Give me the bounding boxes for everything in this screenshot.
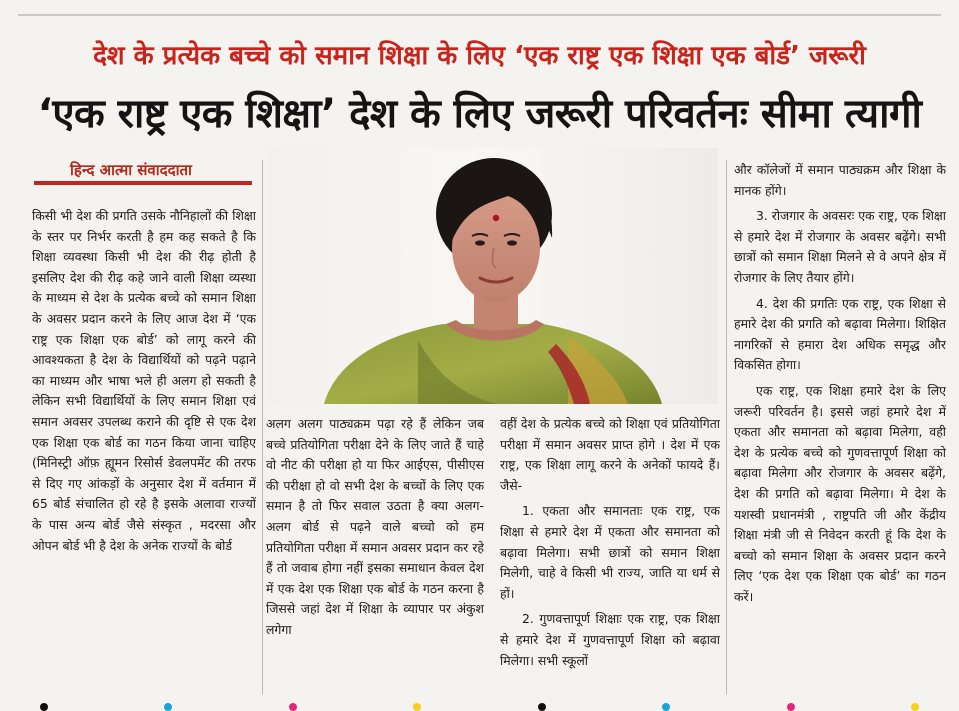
article-column-4 [734,160,946,694]
article-list-item: 1. एकता और समानताः एक राष्ट्र, एक शिक्षा से हमारे देश में एकता और समानता को बढ़ावा मिलेगा। सभी छात्रों को समान शिक्षा मिलेगी, चाहे वे किसी भी राज्य, जाति या धर्म से हों। [500,503,720,601]
article-paragraph: अलग अलग पाठ्यक्रम पढ़ा रहे हैं लेकिन जब बच्चे प्रतियोगिता परीक्षा देने के लिए जाते हैं चाहे वो नीट की परीक्षा हो या फिर आईएस, पीसीएस की परीक्षा हो वो सभी देश के बच्चों के लिए एक समान है तो फिर सवाल उठता है क्या अलग-अलग बोर्ड से पढ़ने वाले बच्चो को हम प्रतियोगिता परीक्षा में समान अवसर प्रदान कर रहे हैं तो जवाब होगा नहीं इसका समाधान केवल देश में एक देश एक शिक्षा एक बोर्ड के गठन करना है जिससे जहां देश में शिक्षा के व्यापार पर अंकुश लगेगा [266,416,484,637]
byline: हिन्द आत्मा संवाददाता [70,161,192,179]
registration-dot [40,703,48,711]
registration-dot [289,703,297,711]
subheadline: देश के प्रत्येक बच्चे को समान शिक्षा के लिए ‘एक राष्ट्र एक शिक्षा एक बोर्ड’ जरूरी [93,41,866,71]
article-paragraph: वहीं देश के प्रत्येक बच्चे को शिक्षा एवं प्रतियोगिता परीक्षा में समान अवसर प्राप्त होगे । देश में एक राष्ट्र, एक शिक्षा लागू करने के अनेकों फायदे हैं। जैसे- [500,416,720,493]
byline-underline [34,181,252,185]
article-list-item: 3. रोजगार के अवसरः एक राष्ट्र, एक शिक्षा से हमारे देश में रोजगार के अवसर बढ़ेंगे। सभी छात्रों को समान शिक्षा मिलने से वे अपने क्षेत्र में रोजगार के लिए तैयार होंगे। [734,208,946,285]
article-paragraph: और कॉलेजों में समान पाठ्यक्रम और शिक्षा के मानक होंगे। [734,162,946,198]
registration-dot [164,703,172,711]
article-column-3 [500,414,720,694]
article-paragraph: एक राष्ट्र, एक शिक्षा हमारे देश के लिए जरूरी परिवर्तन है। इससे जहां हमारे देश में एकता और समानता को बढ़ावा मिलेगा, वही देश के प्रत्येक बच्चे को गुणवत्तापूर्ण शिक्षा को बढ़ावा मिलेगा और रोजगार के अवसर बढ़ेंगे, देश की प्रगति को बढ़ावा मिलेगा। मे देश के यशस्वी प्रधानमंत्री , राष्ट्रपति जी और केंद्रीय शिक्षा मंत्री जी से निवेदन करती हूं कि देश के बच्चो को समान शिक्षा के अवसर प्रदान करने लिए ‘एक देश एक शिक्षा एक बोर्ड’ का गठन करें। [734,382,946,604]
headline: ‘एक राष्ट्र एक शिक्षा’ देश के लिए जरूरी परिवर्तनः सीमा त्यागी [37,91,922,137]
registration-dot [787,703,795,711]
registration-dot [538,703,546,711]
column-divider [726,160,727,694]
article-list-item: 4. देश की प्रगतिः एक राष्ट्र, एक शिक्षा से हमारे देश की प्रगति को बढ़ावा मिलेगा। शिक्षित नागरिकों से हमारा देश अधिक समृद्ध और विकसित होगा। [734,295,946,373]
portrait-photo-icon [268,148,718,404]
article-column-1 [32,206,256,694]
article-list-item: 2. गुणवत्तापूर्ण शिक्षाः एक राष्ट्र, एक शिक्षा से हमारे देश में गुणवत्तापूर्ण शिक्षा को बढ़ावा मिलेगा। सभी स्कूलों [500,611,720,668]
registration-dot [662,703,670,711]
portrait-photo [268,148,718,404]
article-column-2 [266,414,484,694]
registration-dot [413,703,421,711]
registration-dot [911,703,919,711]
top-rule [18,14,941,16]
column-divider [262,160,263,694]
print-registration-marks [40,703,919,711]
article-paragraph: किसी भी देश की प्रगति उसके नौनिहालों की शिक्षा के स्तर पर निर्भर करती है हम कह सकते है कि शिक्षा व्यवस्था किसी भी देश की रीढ़ होती है इसलिए देश की रीढ़ कहे जाने वाली शिक्षा व्यस्था के माध्यम से देश के प्रत्येक बच्चे को समान शिक्षा के अवसर प्रदान करने के लिए आज देश में ‘एक राष्ट्र एक शिक्षा एक बोर्ड’ को लागू करने की आवश्यकता है देश के विद्यार्थियों को पढ़ने पढ़ाने का माध्यम और भाषा भले ही अलग हो सकती है लेकिन सभी विद्यार्थियों के लिए समान शिक्षा एवं समान अवसर उपलब्ध कराने की दृष्टि से एक देश एक शिक्षा एक बोर्ड का गठन किया जाना चाहिए (मिनिस्ट्री ऑफ़ ह्यूमन रिसोर्स डेवलपमेंट की तरफ से दिए गए आंकड़ों के अनुसार देश में वर्तमान में 65 बोर्ड संचालित हो रहे है इसके अलावा राज्यों के पास अन्य बोर्ड जैसे संस्कृत , मदरसा और ओपन बोर्ड भी है देश के अनेक राज्यों के बोर्ड [32,208,256,553]
